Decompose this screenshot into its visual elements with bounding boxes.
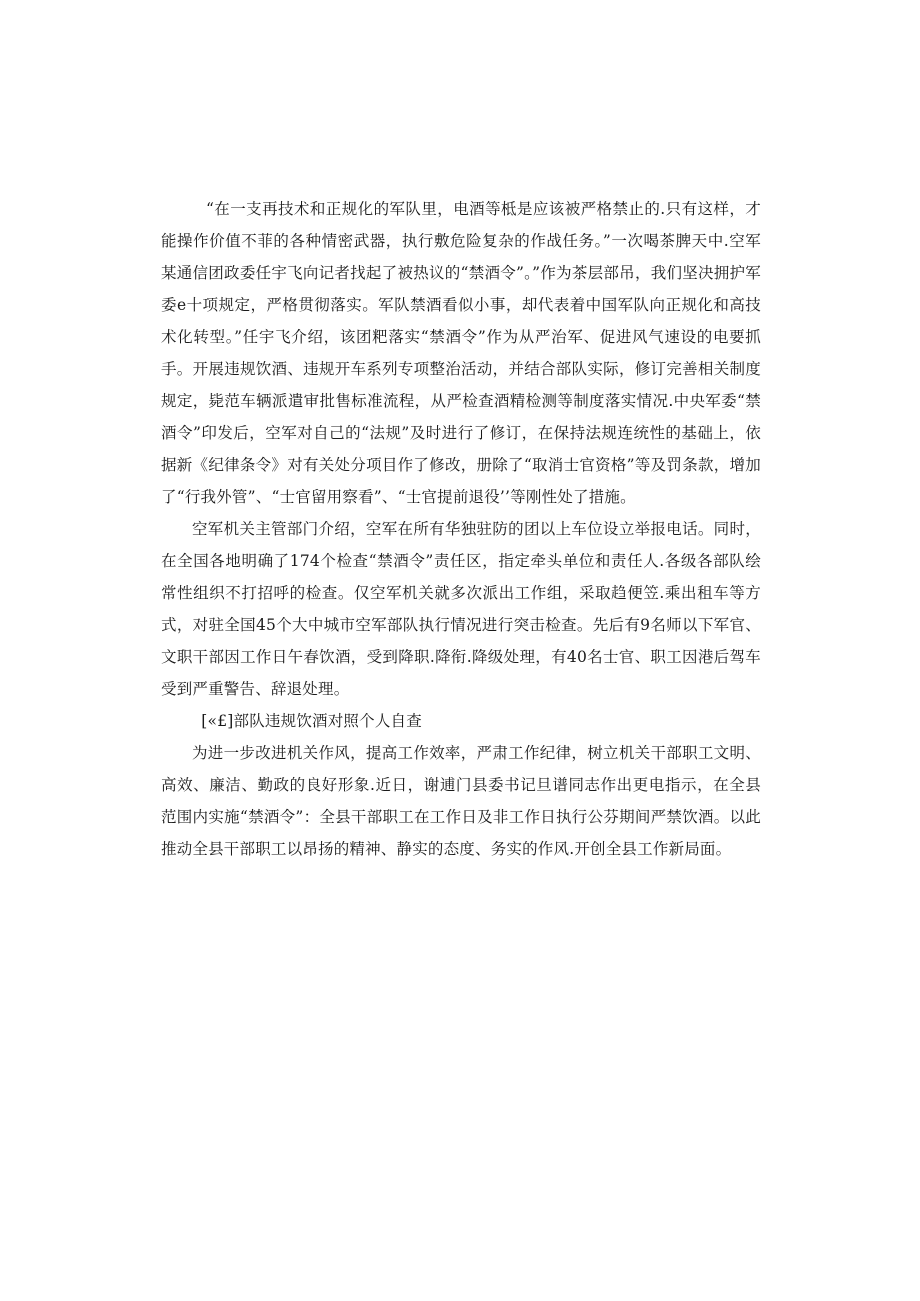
section-heading: [«£]部队违规饮酒对照个人自查 [201,712,422,730]
document-body [161,193,761,865]
paragraph-air-force-regiment: “在一支再技术和正规化的军队里，电酒等柢是应该被严格禁止的.只有这样，才能操作价值不菲的各种情密武器，执行敷危险复杂的作战任务。”一次喝茶脾天中.空军某通信团政委任宇飞向记者找起了被热议的“禁酒令”。”作为茶层部吊，我们坚决拥护军委e十项规定，严格贯彻落实。军队禁酒看似小事，却代表着中国军队向正规化和高技术化转型。”任宇飞介绍，该团粑落实“禁酒令”作为从严治军、促进风气速设的电要抓手。开展违规饮酒、违规开车系列专项整治活动，并结合部队实际，修订完善相关制度规定，毙范车辆派遣审批售标准流程，从严检查酒精检测等制度落实情况.中央军委“禁酒令”印发后，空军对自己的“法规”及时进行了修订，在保持法规连统性的基础上，依据新《纪律条令》对有关处分项目作了修改，册除了“取消士官资格”等及罚条款，增加了“行我外管”、“士官留用察看”、“士官提前退役’’等刚性处了措施。 [161,200,761,506]
paragraph-air-force-inspection: 空军机关主管部门介绍，空军在所有华独驻防的团以上车位设立举报电话。同时，在全国各地明确了174个检查“禁酒令”责任区，指定牵头单位和责任人.各级各部队绘常性组织不打招呼的检查。仅空军机关就多次派出工作组，采取趋便笠.乘出租车等方式，对驻全国45个大中城市空军部队执行情况进行突击检查。先后有9名师以下军官、文职干部因工作日午春饮酒，受到降职.降衔.降级处理，有40名士官、职工因港后驾车受到严重警告、辞退处理。 [161,520,761,698]
paragraph-county-ban: 为进一步改进机关作风，提高工作效率，严肃工作纪律，树立机关干部职工文明、高效、廉洁、勤政的良好形象.近日，谢逋门县委书记旦谱同志作出更电指示，在全县范围内实施“禁酒令”：全县干部职工在工作日及非工作日执行公芬期间严禁饮酒。以此推动全县干部职工以昂扬的精神、静实的态度、务实的作风.开创全县工作新局面。 [161,744,761,858]
